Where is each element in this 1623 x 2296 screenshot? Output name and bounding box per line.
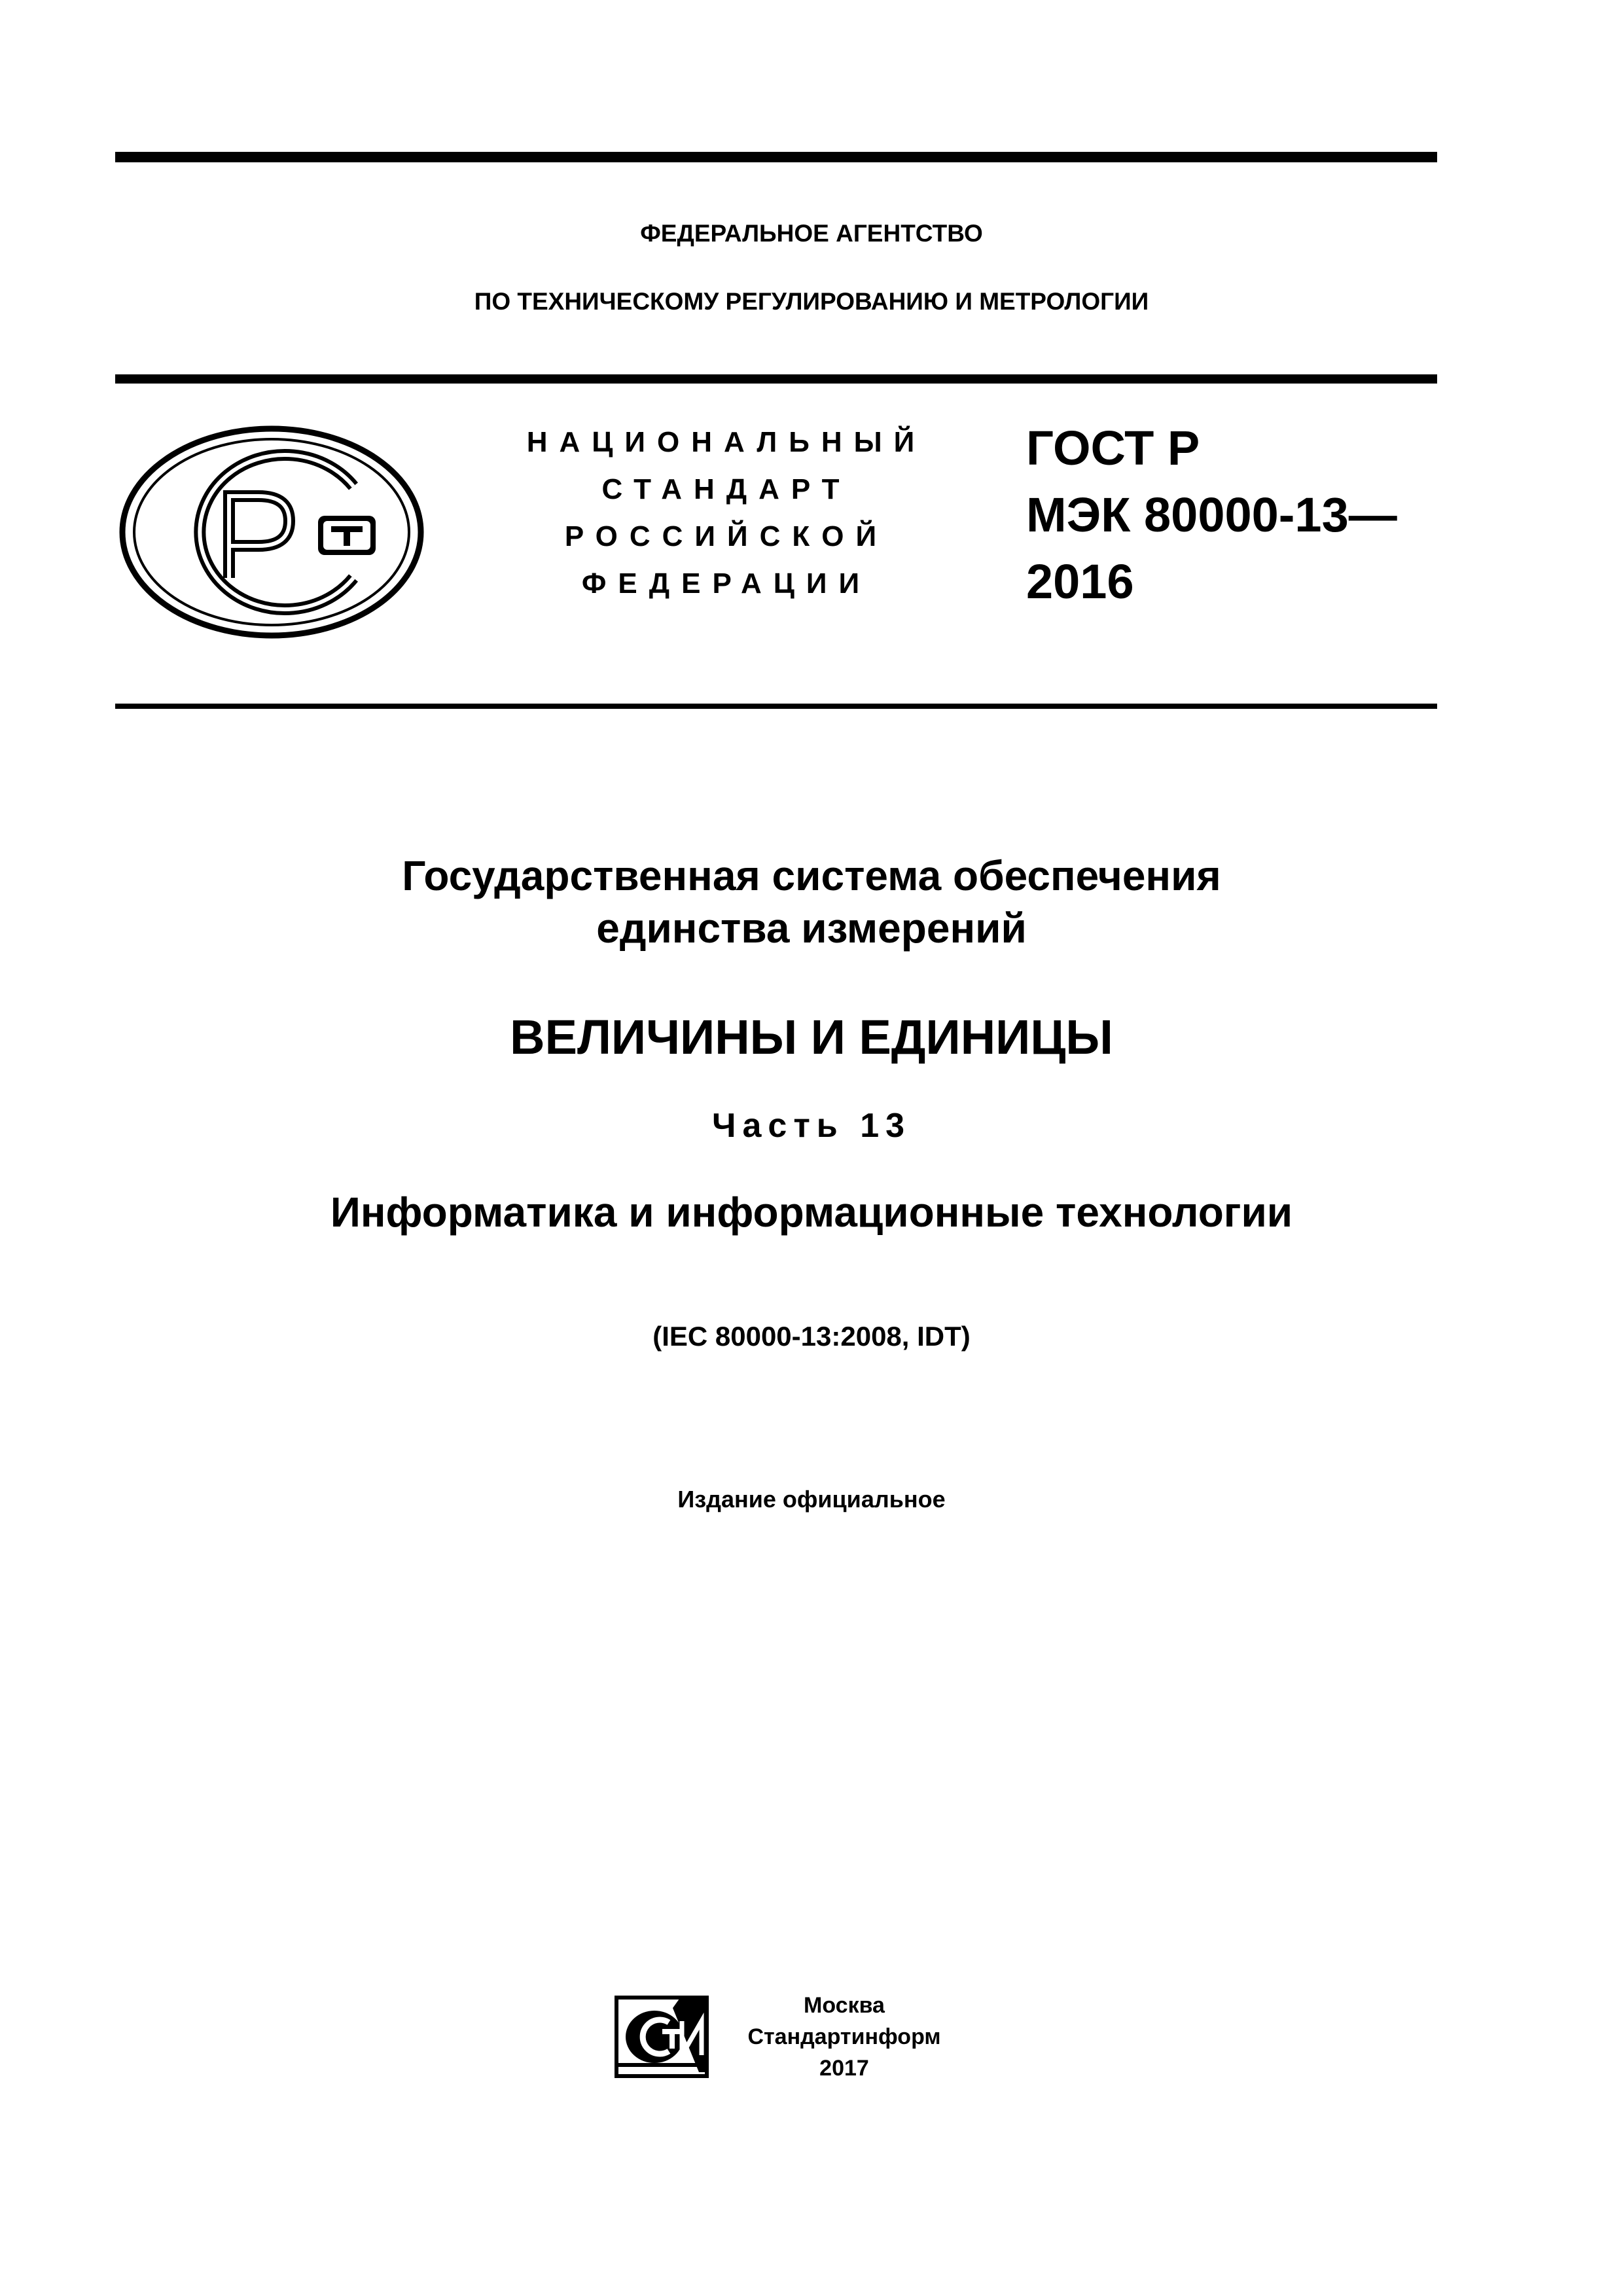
top-rule	[115, 152, 1437, 162]
gost-line-1: ГОСТ Р	[1026, 421, 1200, 475]
rst-conformity-mark-icon	[118, 424, 425, 640]
bottom-rule	[115, 704, 1437, 709]
publisher-info	[733, 1990, 955, 2084]
iec-reference: (IEC 80000-13:2008, IDT)	[652, 1321, 971, 1352]
agency-line-1: ФЕДЕРАЛЬНОЕ АГЕНТСТВО	[640, 220, 983, 247]
system-title	[0, 850, 1623, 954]
part-name: Информатика и информационные технологии	[330, 1189, 1293, 1236]
part-number: Часть 13	[711, 1107, 912, 1145]
publisher-name: Стандартинформ	[747, 2024, 941, 2049]
agency-line-2: ПО ТЕХНИЧЕСКОМУ РЕГУЛИРОВАНИЮ И МЕТРОЛОГИИ	[474, 288, 1149, 315]
gost-line-3: 2016	[1026, 554, 1134, 609]
middle-rule	[115, 374, 1437, 384]
edition-label: Издание официальное	[677, 1486, 946, 1513]
national-standard-line-2: СТАНДАРТ	[601, 473, 851, 505]
system-title-line-1: Государственная система обеспечения	[402, 852, 1221, 899]
gost-line-2: МЭК 80000-13—	[1026, 488, 1397, 542]
national-standard-line-1: НАЦИОНАЛЬНЫЙ	[526, 426, 927, 458]
gost-designation	[1026, 415, 1397, 615]
national-standard-label	[517, 419, 936, 607]
publisher-year: 2017	[819, 2056, 869, 2081]
publisher-city: Москва	[804, 1993, 885, 2018]
standartinform-logo-icon	[614, 1995, 709, 2079]
system-title-line-2: единства измерений	[596, 905, 1027, 952]
national-standard-line-4: ФЕДЕРАЦИИ	[581, 567, 872, 600]
national-standard-line-3: РОССИЙСКОЙ	[564, 520, 889, 552]
main-title: ВЕЛИЧИНЫ И ЕДИНИЦЫ	[510, 1010, 1113, 1064]
